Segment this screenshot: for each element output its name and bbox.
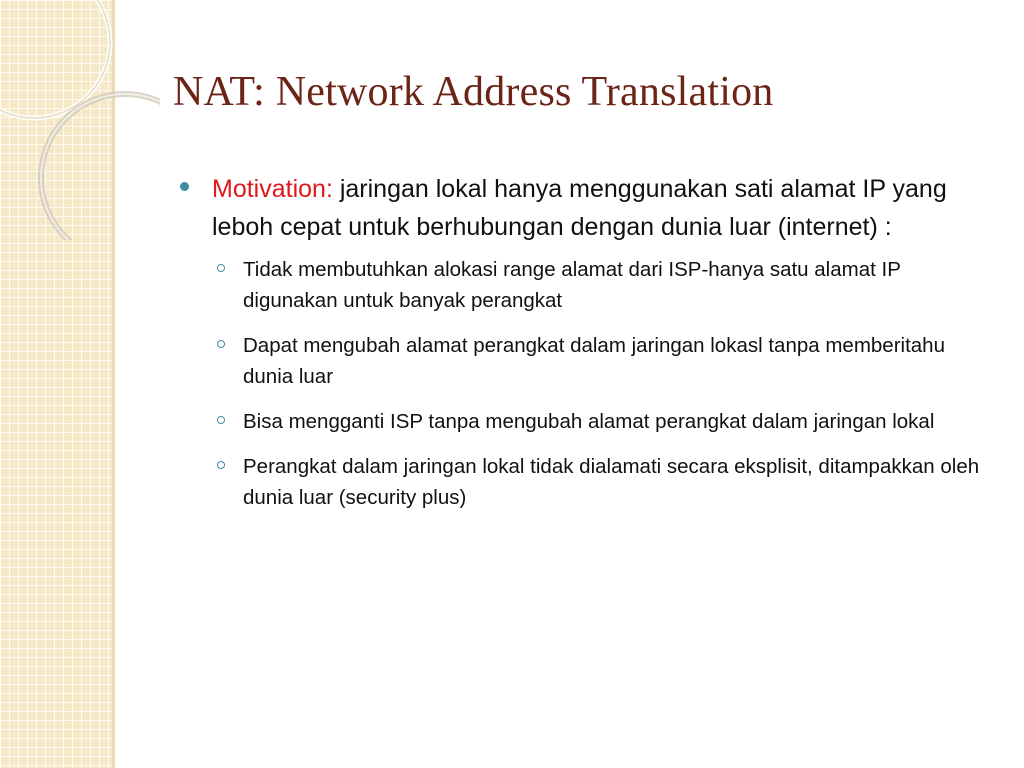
sub-bullet-item — [212, 330, 980, 392]
main-bullet-text: jaringan lokal hanya menggunakan sati alamat IP yang leboh cepat untuk berhubungan dengan dunia luar (internet) : — [212, 175, 947, 241]
bullet-dot-icon — [180, 182, 189, 191]
ring-bullet-icon — [217, 340, 225, 348]
sub-bullet-item — [212, 254, 980, 316]
ring-bullet-icon — [217, 461, 225, 469]
sub-bullet-item — [212, 451, 980, 513]
sub-bullet-item — [212, 406, 980, 437]
decorative-rings — [0, 0, 160, 240]
ring-bullet-icon — [217, 416, 225, 424]
motivation-label: Motivation: — [212, 175, 333, 203]
slide-content — [180, 170, 980, 527]
sub-bullet-text: Bisa mengganti ISP tanpa mengubah alamat perangkat dalam jaringan lokal — [243, 410, 935, 433]
sub-bullet-text: Tidak membutuhkan alokasi range alamat dari ISP-hanya satu alamat IP digunakan untuk banyak perangkat — [243, 258, 901, 312]
ring-bullet-icon — [217, 264, 225, 272]
slide-title: NAT: Network Address Translation — [173, 69, 774, 115]
sub-bullet-text: Perangkat dalam jaringan lokal tidak dialamati secara eksplisit, ditampakkan oleh dunia luar (security plus) — [243, 455, 980, 509]
sub-bullet-text: Dapat mengubah alamat perangkat dalam jaringan lokasl tanpa memberitahu dunia luar — [243, 334, 945, 388]
sub-bullet-list — [180, 254, 980, 513]
main-bullet — [180, 170, 980, 246]
